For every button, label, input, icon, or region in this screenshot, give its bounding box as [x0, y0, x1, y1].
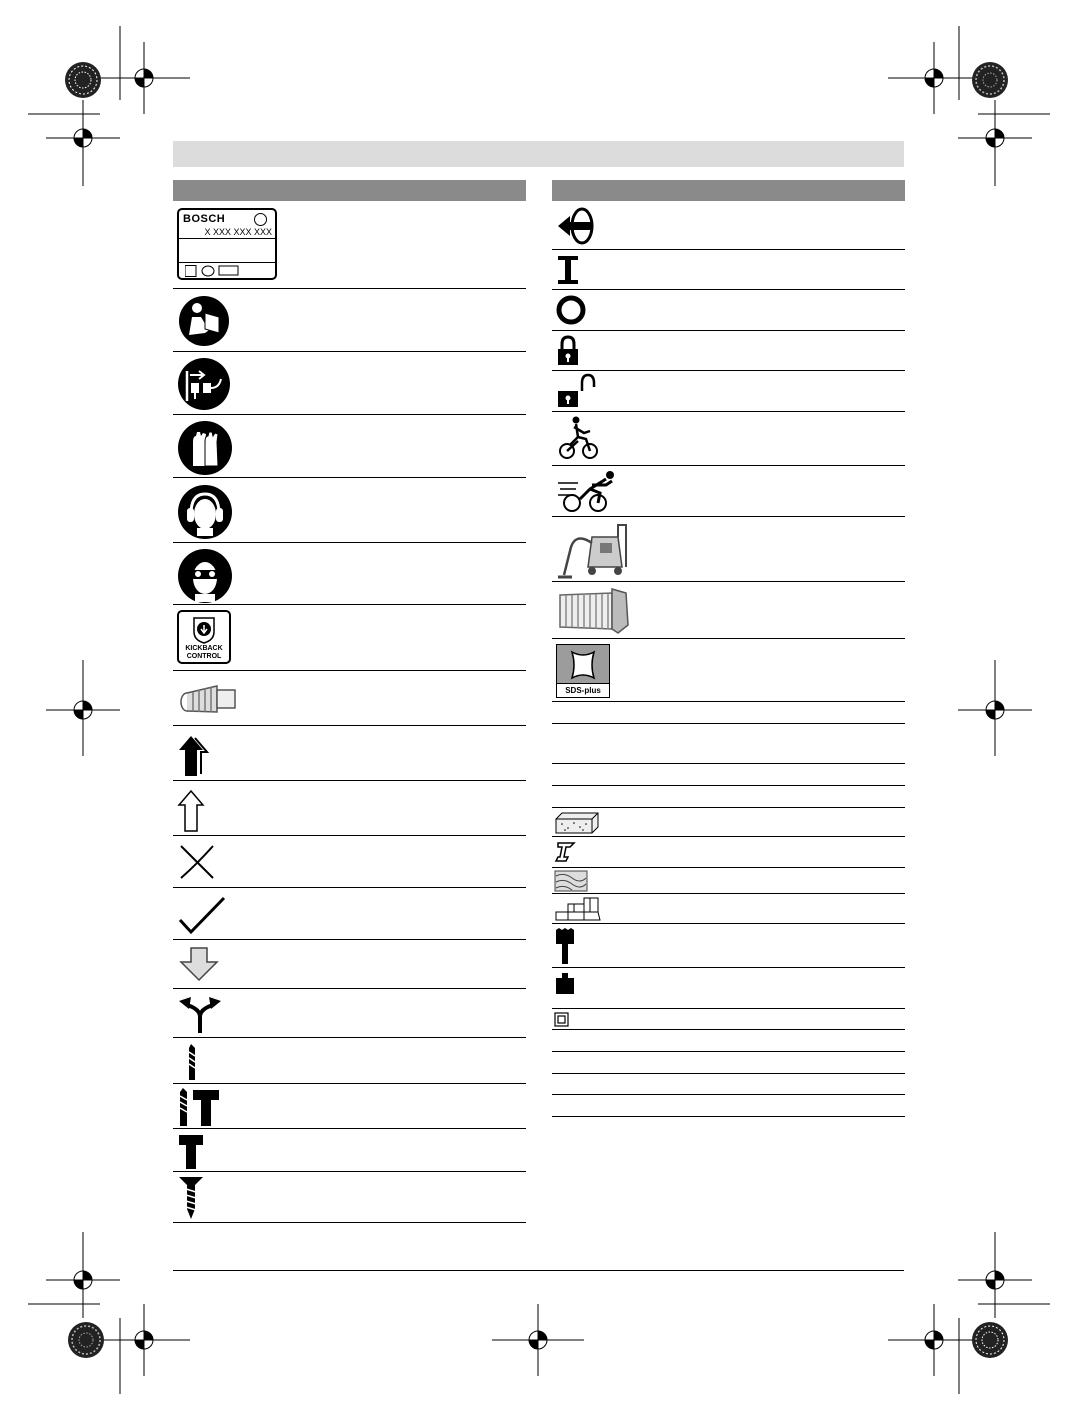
drill-hammer-icon	[177, 1086, 221, 1128]
table-row	[552, 702, 905, 724]
wear-ear-protection-icon	[177, 484, 233, 540]
table-row	[552, 1095, 905, 1117]
table-row	[552, 582, 905, 639]
table-row	[173, 415, 526, 478]
arrow-down-icon	[177, 946, 221, 982]
wear-eye-protection-icon	[177, 548, 233, 604]
table-row	[173, 726, 526, 781]
sds-plus-label: SDS-plus	[557, 683, 609, 697]
table-row	[552, 412, 905, 466]
lock-closed-icon	[556, 335, 586, 367]
fast-cyclist-icon	[556, 469, 620, 515]
table-row	[173, 605, 526, 671]
symbols-table-left	[173, 180, 526, 1223]
concrete-icon	[554, 811, 600, 835]
table-row	[552, 331, 905, 371]
table-row	[552, 786, 905, 808]
table-row	[173, 989, 526, 1038]
table-row	[552, 837, 905, 868]
table-header-left	[173, 180, 526, 201]
table-row	[552, 1009, 905, 1030]
table-row	[173, 289, 526, 352]
table-row	[552, 639, 905, 702]
switch-on-icon	[556, 255, 586, 285]
kickback-label-1: KICKBACK	[185, 645, 223, 652]
kickback-control-icon	[177, 610, 231, 664]
table-row	[552, 724, 905, 764]
arrow-up-filled-icon	[177, 734, 211, 778]
table-row	[552, 201, 905, 250]
brand-logo-icon	[254, 213, 267, 226]
table-header-right	[552, 180, 905, 201]
table-row	[552, 894, 905, 924]
table-row	[552, 924, 905, 968]
table-row	[173, 1084, 526, 1129]
header-banner	[173, 141, 904, 167]
cross-icon	[177, 842, 217, 882]
rotation-direction-icon	[556, 206, 600, 246]
table-row	[552, 764, 905, 786]
unplug-icon	[177, 357, 231, 411]
protection-class-icon	[554, 1012, 570, 1028]
drill-chuck-icon	[177, 676, 239, 720]
steel-beam-icon	[554, 841, 578, 863]
table-row	[552, 1030, 905, 1052]
nameplate-brand: BOSCH	[183, 213, 226, 225]
vacuum-cleaner-icon	[556, 521, 630, 581]
table-row	[173, 781, 526, 836]
tile-icon	[554, 926, 580, 966]
table-row	[552, 1052, 905, 1074]
read-manual-icon	[177, 295, 231, 347]
table-row	[173, 888, 526, 940]
arrow-up-outline-icon	[177, 789, 211, 833]
table-row	[552, 517, 905, 582]
table-row	[173, 1038, 526, 1084]
table-row	[552, 968, 905, 1009]
hammer-icon	[177, 1131, 207, 1171]
table-row	[173, 940, 526, 989]
lock-open-icon	[556, 373, 600, 409]
table-row	[173, 836, 526, 888]
table-row	[552, 808, 905, 837]
kickback-label-2: CONTROL	[186, 653, 222, 660]
screw-icon	[177, 1175, 207, 1221]
check-icon	[177, 894, 227, 936]
wear-gloves-icon	[177, 420, 233, 476]
dust-hose-icon	[556, 585, 632, 635]
table-row	[552, 371, 905, 412]
table-row	[173, 1129, 526, 1172]
wood-icon	[554, 870, 588, 892]
table-row	[552, 868, 905, 894]
table-row	[173, 201, 526, 289]
table-row	[552, 250, 905, 290]
table-row	[552, 1074, 905, 1095]
fork-arrow-icon	[177, 993, 223, 1035]
table-row	[173, 671, 526, 726]
switch-off-icon	[556, 294, 590, 328]
table-row	[173, 478, 526, 543]
table-row	[173, 543, 526, 605]
slow-cyclist-icon	[556, 415, 602, 461]
nameplate-serial: X XXX XXX XXX	[204, 227, 272, 237]
footer-rule	[173, 1270, 904, 1271]
drill-bit-icon	[177, 1042, 207, 1082]
table-row	[173, 352, 526, 415]
nameplate-icon	[177, 208, 277, 280]
table-row	[552, 290, 905, 331]
masonry-icon	[554, 896, 602, 922]
sds-plus-icon	[556, 644, 610, 698]
weight-icon	[554, 972, 576, 996]
table-row	[552, 466, 905, 517]
table-row	[173, 1172, 526, 1223]
symbols-table-right	[552, 180, 905, 1117]
